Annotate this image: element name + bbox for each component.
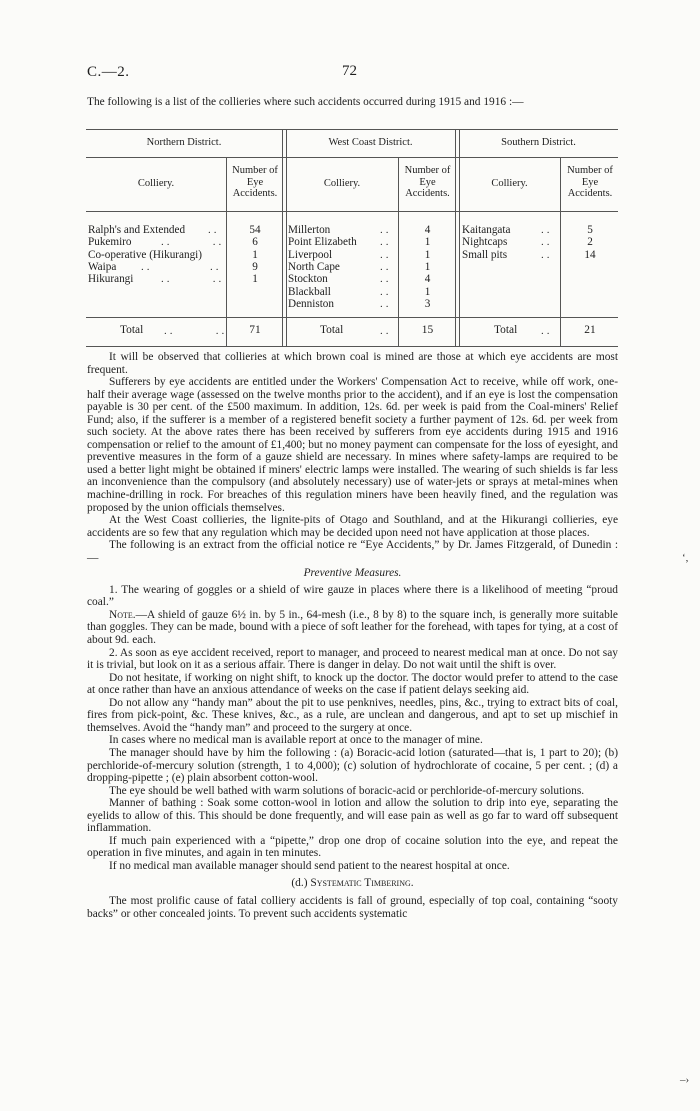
total-label-n: Total xyxy=(120,324,144,336)
table-row-count: 1 xyxy=(252,273,258,285)
table-row-name: Liverpool xyxy=(288,248,333,261)
table-row-count: 2 xyxy=(587,236,593,248)
table-row-name: Co-operative (Hikurangi) xyxy=(88,248,203,261)
table-row-name: Nightcaps xyxy=(462,236,508,248)
paragraph: 2. As soon as eye accident received, report to manager, and proceed to nearest medical man at once. Do not say it is trivial, but look on it as a serious affair. There is danger in delay. Do not wait until the shift is over. xyxy=(87,646,618,672)
section-title: Systematic Timbering. xyxy=(310,877,414,890)
table-row-name: Hikurangi xyxy=(88,273,134,285)
table-row-count: 1 xyxy=(424,261,431,273)
total-southern: 21 xyxy=(584,324,596,336)
table-row-count: 3 xyxy=(424,298,431,310)
paragraph: Do not hesitate, if working on night shift, to knock up the doctor. The doctor would prefer to attend to the case at once rather than have an anxious attendance of weeks on the case if patient delays seeking aid. xyxy=(87,671,618,697)
table-row-count: 1 xyxy=(252,248,258,261)
margin-mark: ‘, xyxy=(682,552,689,564)
table-row-name: Kaitangata xyxy=(462,224,511,236)
table-row-count: 54 xyxy=(249,224,261,236)
section-prefix: (d.) xyxy=(291,877,308,890)
table-row-count: 9 xyxy=(252,261,258,273)
series-label: C.—2. xyxy=(87,64,130,80)
table-row-name: Small pits xyxy=(462,248,508,261)
total-west-coast: 15 xyxy=(421,324,434,336)
district-west-coast: West Coast District. xyxy=(328,137,413,148)
eye-accidents-table: Northern District. West Coast District. Southern District. Colliery. Number of Eye Accidents. Colliery. Number of Eye Accidents. Colliery. Number of Eye Accidents. Ralph's and Extended Pukemiro Co-operative (Hikurangi) Waipa Hikurangi .. .. .. .. .. .. .. 54 6 1 9 1 Millerton Point Elizabeth Liverpool North Cape Stockton Blackball Denniston .. .. .. .. .. .. .. 4 1 1 1 4 1 3 Kaitangata Nightcaps Small pits .. .. .. 5 2 14 Total .. .. 71 Total .. 15 Total .. 21 xyxy=(86,129,618,347)
paragraph: 1. The wearing of goggles or a shield of wire gauze in places where there is a likelihood of meeting “proud coal.” xyxy=(87,583,618,609)
total-label-s: Total xyxy=(494,324,518,336)
table-row-name: North Cape xyxy=(288,261,340,273)
district-northern: Northern District. xyxy=(146,137,222,148)
paragraph: The following is an extract from the official notice re “Eye Accidents,” by Dr. James Fitzgerald, of Dunedin :— xyxy=(87,539,618,564)
table-row-count: 1 xyxy=(424,285,431,298)
total-northern: 71 xyxy=(249,324,261,336)
intro-text: The following is a list of the collieries where such accidents occurred during 1915 and 1916 :— xyxy=(87,96,524,108)
paragraph: The most prolific cause of fatal colliery accidents is fall of ground, especially of top coal, containing “sooty backs” or other concealed joints. To prevent such accidents systematic xyxy=(87,894,618,920)
table-row-name: Ralph's and Extended xyxy=(88,224,186,236)
paragraph: The eye should be well bathed with warm solutions of boracic-acid or perchloride-of-mercury solutions. xyxy=(109,784,585,797)
col-number-w: Number of Eye Accidents. xyxy=(404,165,451,199)
table-row-name: Stockton xyxy=(288,273,328,285)
table-row-count: 4 xyxy=(424,273,431,285)
note-paragraph xyxy=(87,609,618,647)
paragraph: Do not allow any “handy man” about the pit to use penknives, needles, pins, &c., trying to extract bits of coal, fires from pick-point, &c. These knives, &c., as a rule, are unclean and dangerous, and apt to set up mischief in themselves. Avoid the “handy man” and proceed to the surgery at once. xyxy=(87,696,618,734)
district-southern: Southern District. xyxy=(501,137,576,148)
section-heading-preventive: Preventive Measures. xyxy=(303,567,402,580)
table-row-name: Point Elizabeth xyxy=(288,236,357,248)
col-colliery-w: Colliery. xyxy=(323,178,361,189)
table-row-count: 1 xyxy=(424,248,431,261)
paragraph: It will be observed that collieries at which brown coal is mined are those at which eye accidents are most frequent. xyxy=(87,351,618,376)
col-number-n: Number of Eye Accidents. xyxy=(232,165,278,199)
col-colliery-n: Colliery. xyxy=(137,178,175,189)
paragraph: If much pain experienced with a “pipette,” drop one drop of cocaine solution into the eye, and repeat the operation in five minutes, and again in ten minutes. xyxy=(87,834,618,860)
paragraph: Manner of bathing : Soak some cotton-wool in lotion and allow the solution to drip into eye, separating the eyelids to allow of this. This should be done frequently, and will ease pain as well as go far to ward off subsequent inflammation. xyxy=(87,797,618,835)
table-row-name: Millerton xyxy=(288,224,331,236)
paragraph: Sufferers by eye accidents are entitled under the Workers' Compensation Act to receive, while off work, one-half their average wage (assessed on the twelve months prior to the accident), and if an eye is lost the compensation payable is 30 per cent. of the £500 maximum. In addition, 12s. 6d. per week is paid from the Coal-miners' Relief Fund; also, if the sufferer is a member of a registered benefit society a further payment of 12s. 6d. per week from such society. At the above rates there has been received by sufferers from eye accidents during 1915 and 1916 compensation or relief to the amount of £1,400; but no money payment can compensate for the loss of eyesight, and preventive measures in the form of a gauze shield are necessary. In mines where safety-lamps are required to be used a better light might be obtained if miners' electric lamps were installed. The wearing of such shields is far less an inconvenience than the compulsory (and absolutely necessary) use of water-jets or sprays at metal-mines when machine-drilling in rock. For breaches of this regulation miners have been heavily fined, and the regulation was proposed by the union officials themselves. xyxy=(87,376,618,514)
paragraph: If no medical man available manager should send patient to the nearest hospital at once. xyxy=(109,859,510,872)
section-heading-timbering xyxy=(87,877,618,890)
col-number-s: Number of Eye Accidents. xyxy=(567,165,613,199)
total-label-w: Total xyxy=(320,324,344,336)
col-colliery-s: Colliery. xyxy=(491,178,528,189)
table-row-count: 6 xyxy=(252,236,258,248)
table-row-name: Pukemiro xyxy=(88,236,132,248)
table-row-count: 1 xyxy=(424,236,431,248)
paragraph: The manager should have by him the following : (a) Boracic-acid lotion (saturated—that is, 1 part to 20); (b) perchloride-of-mercury solution (strength, 1 to 4,000); (c) solution of hydrochlorate of cocaine, 5 per cent. ; (d) a dropping-pipette ; (e) plain absorbent cotton-wool. xyxy=(87,746,618,785)
table-row-name: Waipa xyxy=(88,261,117,273)
body-text xyxy=(87,351,618,920)
paragraph: At the West Coast collieries, the lignite-pits of Otago and Southland, and at the Hikurangi collieries, eye accidents are so few that any regulation which may be decided upon need not have application at those places. xyxy=(87,514,618,539)
table-row-count: 14 xyxy=(584,248,596,261)
table-row-count: 4 xyxy=(424,224,431,236)
note-label: Note. xyxy=(109,608,136,621)
margin-mark: –› xyxy=(680,1074,690,1086)
table-row-name: Denniston xyxy=(288,298,334,310)
page-number: 72 xyxy=(342,63,357,79)
paragraph: In cases where no medical man is available report at once to the manager of mine. xyxy=(109,734,483,747)
table-row-count: 5 xyxy=(587,224,593,236)
note-text: —A shield of gauze 6½ in. by 5 in., 64-mesh (i.e., 8 by 8) to the square inch, is generally more suitable than goggles. They can be made, bound with a piece of soft leather for the forehead, with tapes for tying, at a cost of about 9d. each. xyxy=(87,608,618,647)
table-row-name: Blackball xyxy=(288,285,331,298)
